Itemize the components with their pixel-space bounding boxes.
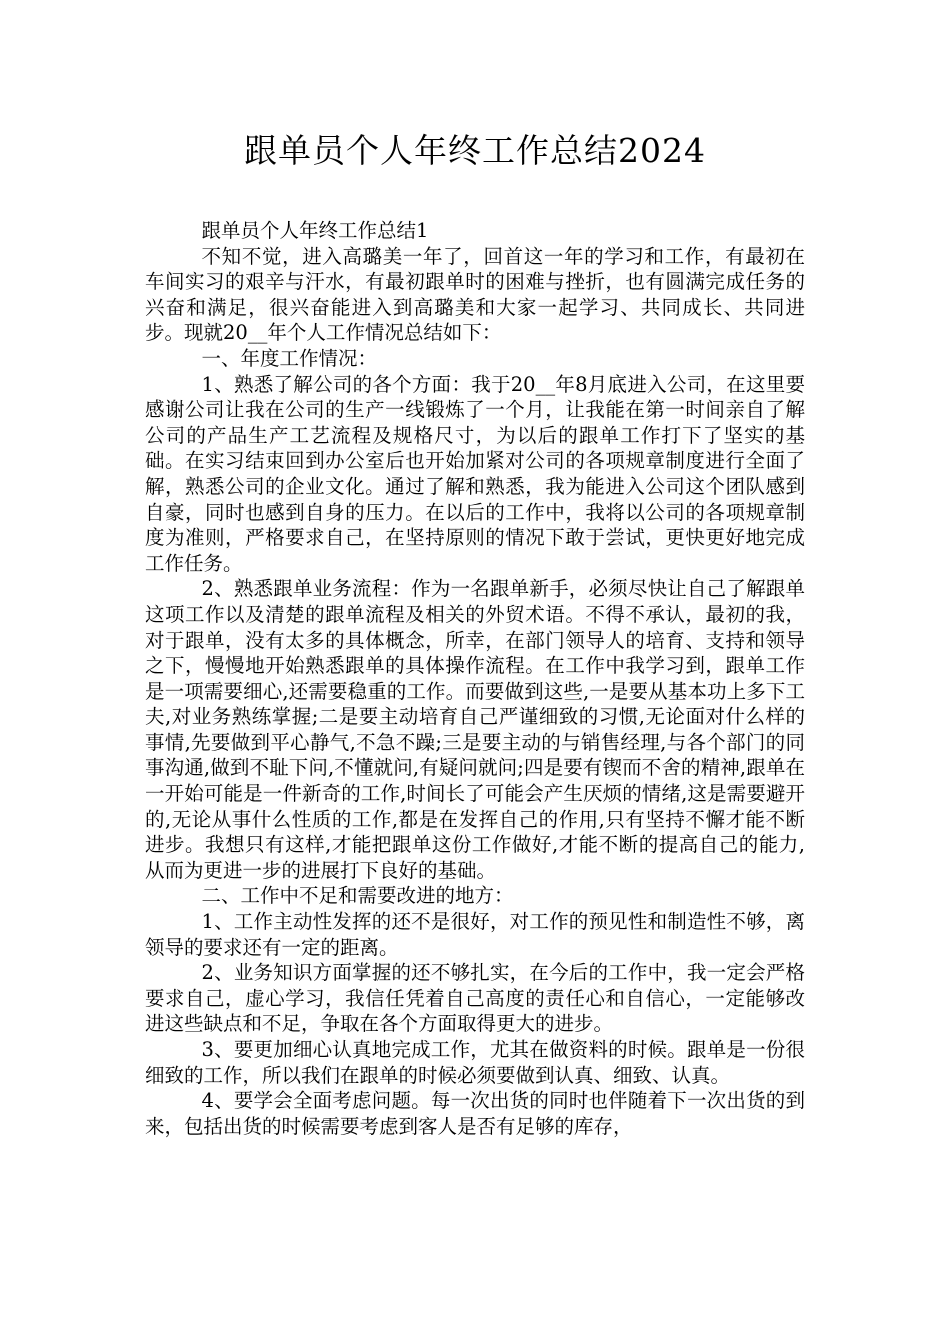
paragraph-item-2: 2、熟悉跟单业务流程：作为一名跟单新手，必须尽快让自己了解跟单这项工作以及清楚的跟单流程及相关的外贸术语。不得不承认，最初的我，对于跟单，没有太多的具体概念，所幸，在部门领导人的培育、支持和领导之下，慢慢地开始熟悉跟单的具体操作流程。在工作中我学习到，跟单工作是一项需要细心,还需要稳重的工作。而要做到这些,一是要从基本功上多下工夫,对业务熟练掌握;二是要主动培育自己严谨细致的习惯,无论面对什么样的事情,先要做到平心静气,不急不躁;三是要主动的与销售经理,与各个部门的同事沟通,做到不耻下问,不懂就问,有疑问就问;四是要有锲而不舍的精神,跟单在一开始可能是一件新奇的工作,时间长了可能会产生厌烦的情绪,这是需要避开的,无论从事什么性质的工作,都是在发挥自己的作用,只有坚持不懈才能不断进步。我想只有这样,才能把跟单这份工作做好,才能不断的提高自己的能力,从而为更进一步的进展打下良好的基础。 — [145, 577, 805, 882]
improvement-item-3: 3、要更加细心认真地完成工作，尤其在做资料的时候。跟单是一份很细致的工作，所以我们在跟单的时候必须要做到认真、细致、认真。 — [145, 1038, 805, 1087]
improvement-item-2: 2、业务知识方面掌握的还不够扎实，在今后的工作中，我一定会严格要求自己，虚心学习，我信任凭着自己高度的责任心和自信心，一定能够改进这些缺点和不足，争取在各个方面取得更大的进步。 — [145, 961, 805, 1036]
section-heading-annual-work: 一、年度工作情况： — [201, 346, 378, 370]
improvement-item-1: 1、工作主动性发挥的还不是很好，对工作的预见性和制造性不够，离领导的要求还有一定的距离。 — [145, 910, 805, 959]
paragraph-item-1: 1、熟悉了解公司的各个方面：我于20__年8月底进入公司，在这里要感谢公司让我在公司的生产一线锻炼了一个月，让我能在第一时间亲自了解公司的产品生产工艺流程及规格尺寸，为以后的跟单工作打下了坚实的基础。在实习结束回到办公室后也开始加紧对公司的各项规章制度进行全面了解，熟悉公司的企业文化。通过了解和熟悉，我为能进入公司这个团队感到自豪，同时也感到自身的压力。在以后的工作中，我将以公司的各项规章制度为准则，严格要求自己，在坚持原则的情况下敢于尝试，更快更好地完成工作任务。 — [145, 372, 805, 575]
section-heading-improvements: 二、工作中不足和需要改进的地方： — [201, 884, 514, 908]
intro-paragraph: 不知不觉，进入高璐美一年了，回首这一年的学习和工作，有最初在车间实习的艰辛与汗水，有最初跟单时的困难与挫折，也有圆满完成任务的兴奋和满足，很兴奋能进入到高璐美和大家一起学习、共同成长、共同进步。现就20__年个人工作情况总结如下： — [145, 244, 805, 345]
document-page — [145, 126, 805, 1139]
section-subtitle: 跟单员个人年终工作总结1 — [201, 219, 429, 242]
document-title: 跟单员个人年终工作总结2024 — [244, 131, 706, 170]
improvement-item-4: 4、要学会全面考虑问题。每一次出货的同时也伴随着下一次出货的到来，包括出货的时候需要考虑到客人是否有足够的库存， — [145, 1089, 805, 1138]
document-body — [145, 218, 805, 1139]
